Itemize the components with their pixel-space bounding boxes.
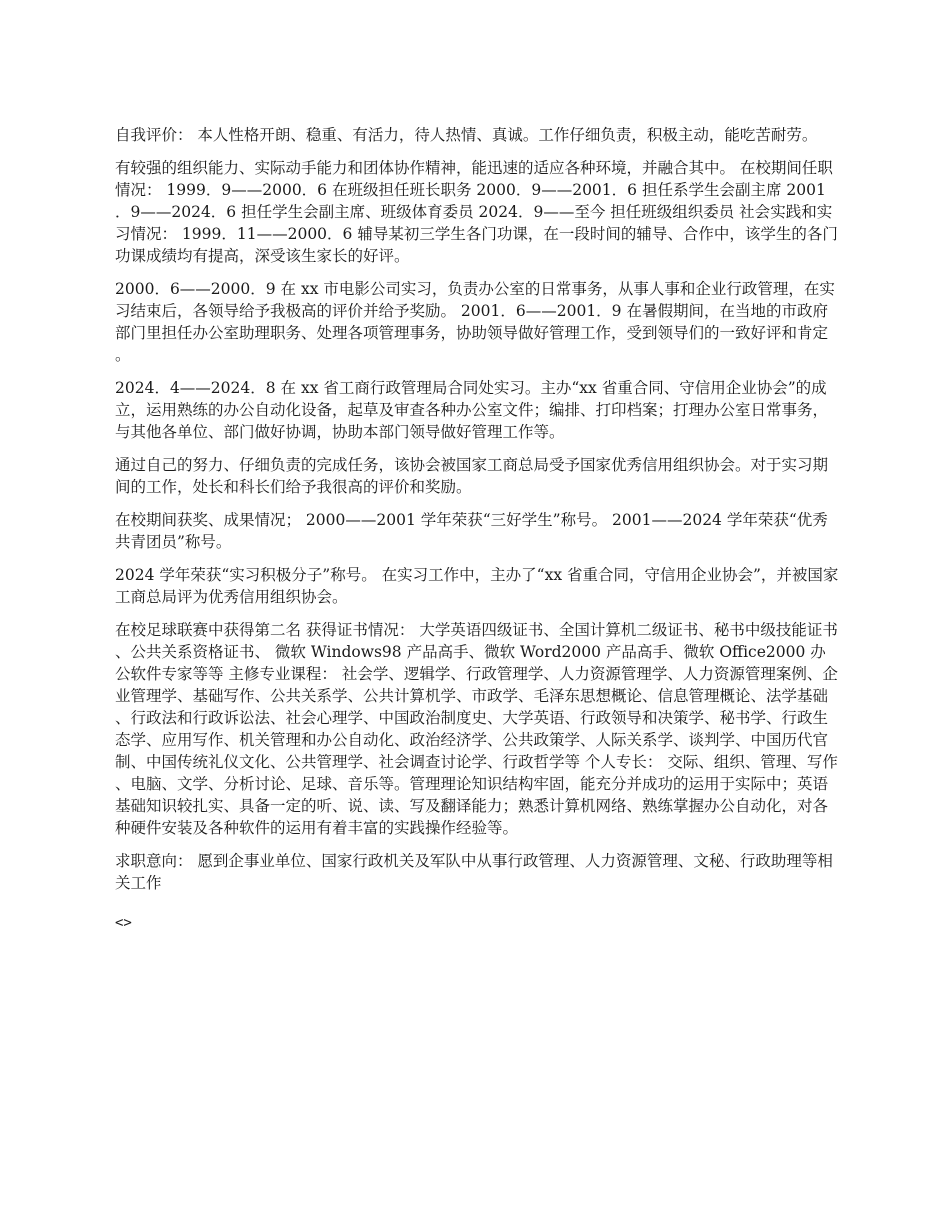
certificates-courses-skills-paragraph: 在校足球联赛中获得第二名 获得证书情况： 大学英语四级证书、全国计算机二级证书、秘书中级技能证书、公共关系资格证书、 微软 Windows98 产品高手、微软 Word2000 产品高手、微软 Office2000 办公软件专家等等 主修专业课程： 社会学、逻辑学、行政管理学、人力资源管理学、人力资源管理案例、企业管理学、基础写作、公共关系学、公共计算机学、市政学、毛泽东思想概论、信息管理概论、法学基础、行政法和行政诉讼法、社会心理学、中国政治制度史、大学英语、行政领导和决策学、秘书学、行政生态学、应用写作、机关管理和办公自动化、政治经济学、公共政策学、人际关系学、谈判学、中国历代官制、中国传统礼仪文化、公共管理学、社会调查讨论学、行政哲学等 个人专长： 交际、组织、管理、写作、电脑、文学、分析讨论、足球、音乐等。管理理论知识结构牢固，能充分并成功的运用于实际中；英语基础知识较扎实、具备一定的听、说、读、写及翻译能力；熟悉计算机网络、熟练掌握办公自动化，对各种硬件安装及各种软件的运用有着丰富的实践操作经验等。 [115,621,838,837]
achievement-paragraph: 通过自己的努力、仔细负责的完成任务，该协会被国家工商总局受予国家优秀信用组织协会。对于实习期间的工作，处长和科长们给予我很高的评价和奖励。 [115,456,829,496]
internship-paragraph-2: 2024．4——2024．8 在 xx 省工商行政管理局合同处实习。主办“xx 省重合同、守信用企业协会”的成立，运用熟练的办公自动化设备，起草及审查各种办公室文件；编排、打印档案；打理办公室日常事务，与其他各单位、部门做好协调，协助本部门领导做好管理工作等。 [115,379,829,441]
trailing-markup-text: <> [115,915,132,931]
self-evaluation-paragraph: 自我评价： 本人性格开朗、稳重、有活力，待人热情、真诚。工作仔细负责，积极主动，能吃苦耐劳。 [115,126,818,144]
positions-held-paragraph: 有较强的组织能力、实际动手能力和团体协作精神，能迅速的适应各种环境，并融合其中。 在校期间任职情况： 1999．9——2000．6 在班级担任班长职务 2000．9——2001．6 担任系学生会副主席 2001．9——2024．6 担任学生会副主席、班级体育委员 2024．9——至今 担任班级组织委员 社会实践和实习情况： 1999．11——2000．6 辅导某初三学生各门功课，在一段时间的辅导、合作中，该学生的各门功课成绩均有提高，深受该生家长的好评。 [115,159,838,265]
internship-paragraph-1: 2000．6——2000．9 在 xx 市电影公司实习，负责办公室的日常事务，从事人事和企业行政管理，在实习结束后，各领导给予我极高的评价并给予奖励。 2001．6——2001．9 在暑假期间，在当地的市政府部门里担任办公室助理职务、处理各项管理事务，协助领导做好管理工作，受到领导们的一致好评和肯定。 [115,280,835,364]
job-intention-paragraph: 求职意向： 愿到企事业单位、国家行政机关及军队中从事行政管理、人力资源管理、文秘、行政助理等相关工作 [115,852,833,892]
awards-paragraph-1: 在校期间获奖、成果情况； 2000——2001 学年荣获“三好学生”称号。 2001——2024 学年荣获“优秀共青团员”称号。 [115,511,828,551]
awards-paragraph-2: 2024 学年荣获“实习积极分子”称号。 在实习工作中，主办了“xx 省重合同，守信用企业协会”，并被国家工商总局评为优秀信用组织协会。 [115,566,839,606]
document-body [115,124,839,934]
